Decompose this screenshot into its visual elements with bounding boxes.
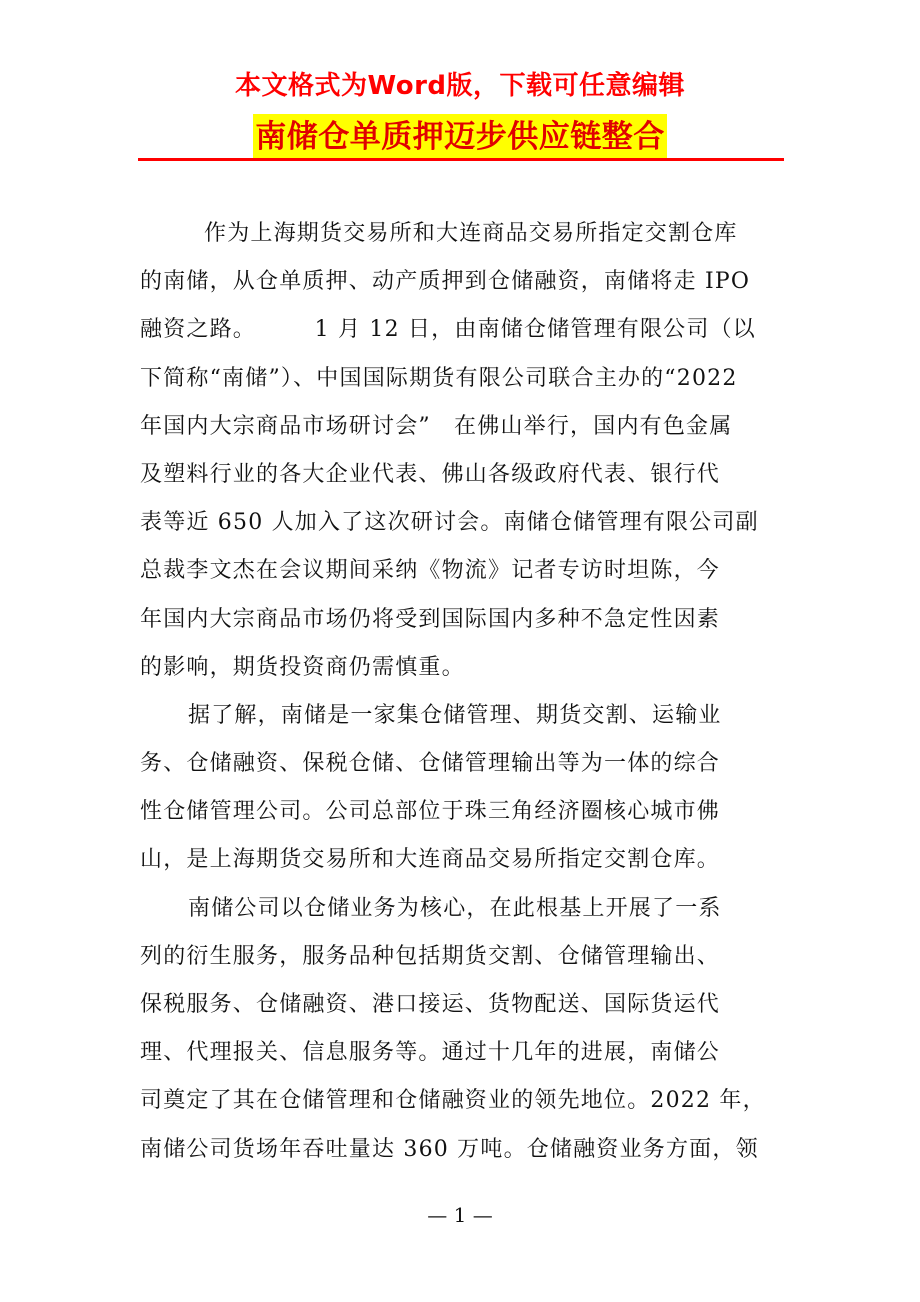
body-line: 的南储，从仓单质押、动产质押到仓储融资，南储将走 IPO [140, 269, 751, 295]
body-line: 年国内大宗商品市场研讨会” 在佛山举行，国内有色金属 [140, 413, 733, 439]
title-divider-rule [138, 158, 784, 161]
body-line: 南储公司以仓储业务为核心，在此根基上开展了一系 [188, 895, 722, 921]
format-notice-banner: 本文格式为Word版，下载可任意编辑 [234, 71, 686, 101]
document-title: 南储仓单质押迈步供应链整合 [253, 114, 667, 160]
body-line: 司奠定了其在仓储管理和仓储融资业的领先地位。2022 年， [140, 1088, 766, 1114]
body-line: 年国内大宗商品市场仍将受到国际国内多种不急定性因素 [140, 606, 721, 632]
body-line: 性仓储管理公司。公司总部位于珠三角经济圈核心城市佛 [140, 799, 721, 825]
body-line: 作为上海期货交易所和大连商品交易所指定交割仓库 [204, 221, 738, 246]
body-line: 列的衍生服务，服务品种包括期货交割、仓储管理输出、 [140, 943, 721, 969]
body-line: 据了解，南储是一家集仓储管理、期货交割、运输业 [188, 702, 722, 728]
body-line: 务、仓储融资、保税仓储、仓储管理输出等为一体的综合 [140, 751, 721, 777]
body-line: 总裁李文杰在会议期间采纳《物流》记者专访时坦陈，今 [140, 558, 721, 584]
body-line: 及塑料行业的各大企业代表、佛山各级政府代表、银行代 [140, 461, 721, 487]
title-container [0, 114, 920, 160]
body-line: 理、代理报关、信息服务等。通过十几年的进展，南储公 [140, 1040, 721, 1066]
body-line: 下简称“南储”）、中国国际期货有限公司联合主办的“2022 [140, 365, 738, 391]
body-line: 保税服务、仓储融资、港口接运、货物配送、国际货运代 [140, 992, 721, 1017]
page-number: — 1 — [427, 1203, 493, 1227]
body-line: 山，是上海期货交易所和大连商品交易所指定交割仓库。 [140, 847, 721, 873]
body-line: 南储公司货场年吞吐量达 360 万吨。仓储融资业务方面，领 [140, 1136, 759, 1162]
body-line: 的影响，期货投资商仍需慎重。 [140, 654, 465, 680]
article-body [140, 210, 784, 1174]
body-line: 融资之路。 1 月 12 日，由南储仓储管理有限公司（以 [140, 317, 756, 343]
body-line: 表等近 650 人加入了这次研讨会。南储仓储管理有限公司副 [140, 510, 759, 536]
